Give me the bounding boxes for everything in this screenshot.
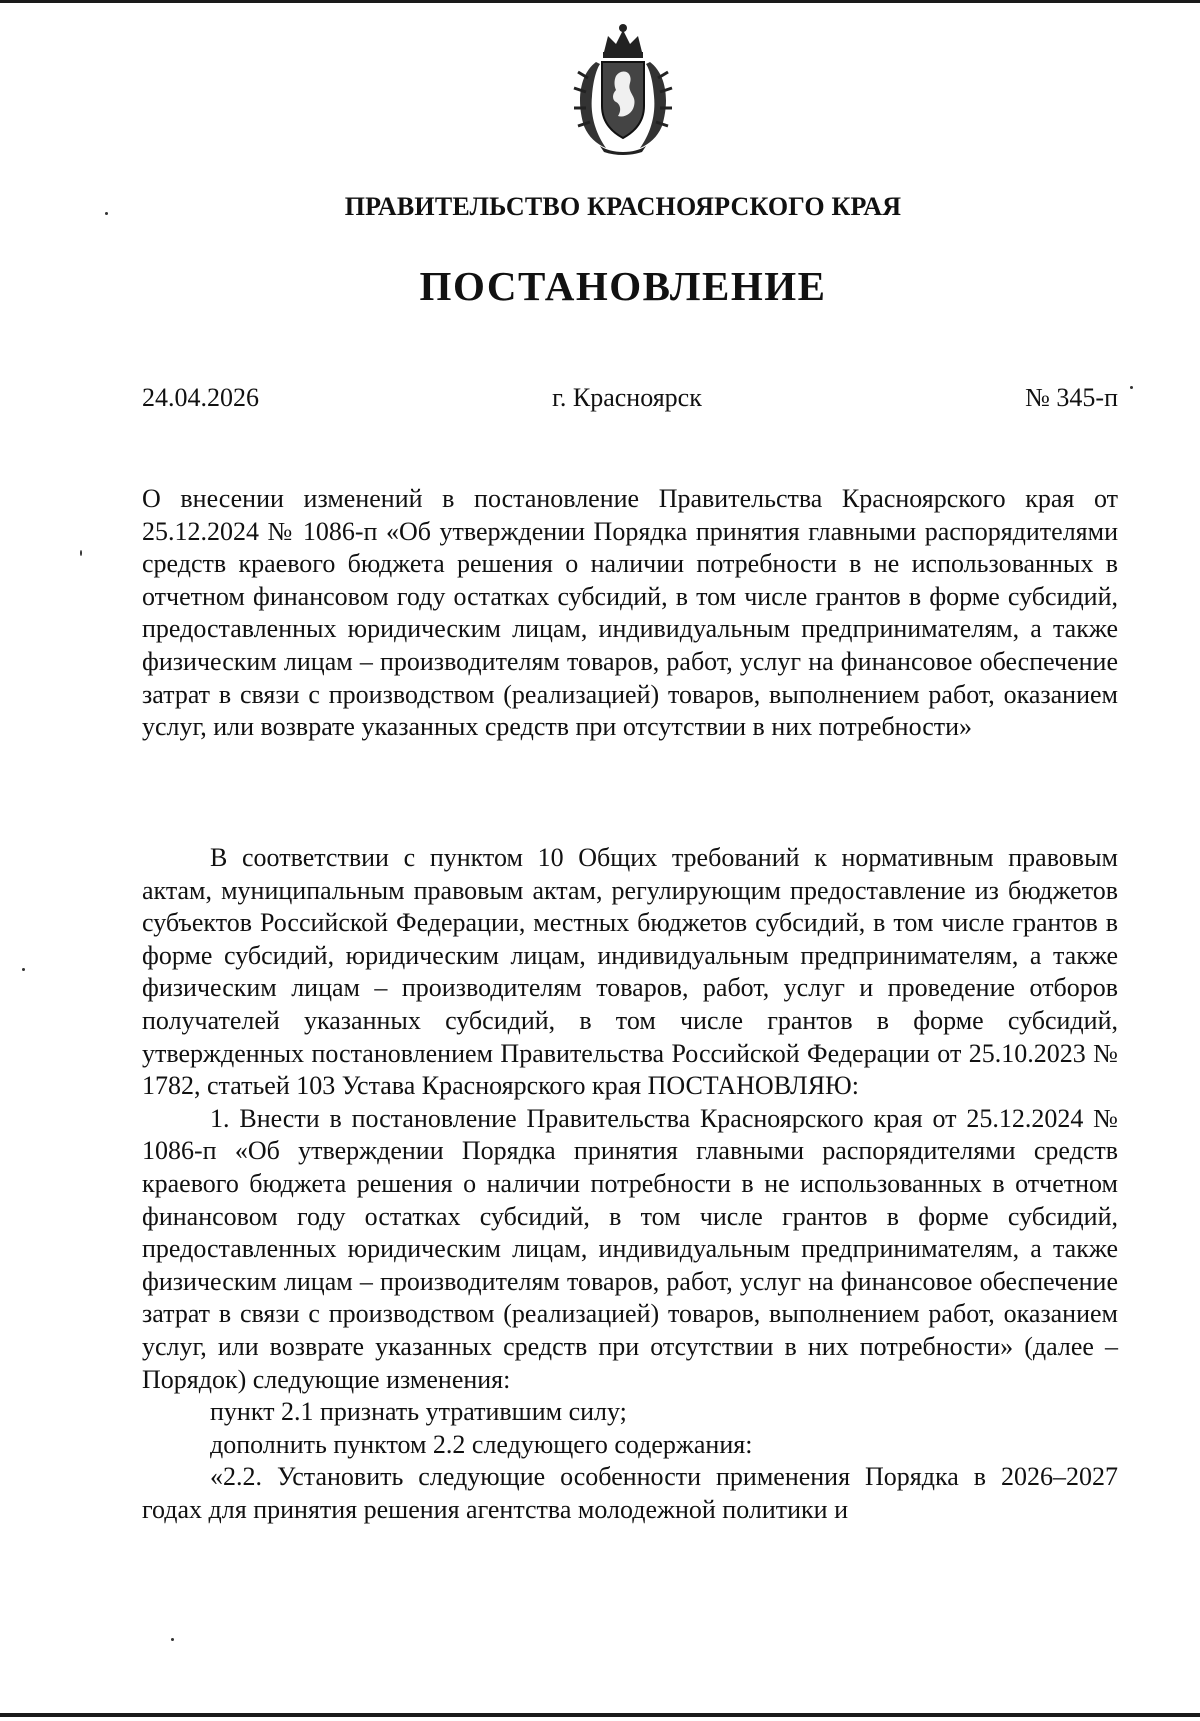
- scan-speck: [80, 550, 82, 556]
- document-city: г. Красноярск: [552, 383, 702, 412]
- scan-speck: [171, 1638, 174, 1641]
- document-type-heading: ПОСТАНОВЛЕНИЕ: [419, 263, 827, 309]
- document-number: № 345-п: [1025, 383, 1118, 412]
- amendment-paragraph: дополнить пунктом 2.2 следующего содержания:: [210, 1429, 753, 1459]
- resolution-body: [142, 842, 1118, 1526]
- scan-speck: [22, 968, 25, 971]
- document-date: 24.04.2026: [142, 383, 259, 412]
- scan-bottom-border: [0, 1713, 1200, 1717]
- preamble-paragraph: В соответствии с пунктом 10 Общих требований к нормативным правовым актам, муниципальным правовым актам, регулирующим предоставление из бюджетов субъектов Российской Федерации, местных бюджетов субсидий, в том числе грантов в форме субсидий, юридическим лицам, индивидуальным предпринимателям, а также физическим лицам – производителям товаров, работ, услуг и проведение отборов получателей указанных субсидий, в том числе грантов в форме субсидий, утвержденных постановлением Правительства Российской Федерации от 25.10.2023 № 1782, статьей 103 Устава Красноярского края ПОСТАНОВЛЯЮ:: [142, 843, 1118, 1101]
- resolution-title: О внесении изменений в постановление Правительства Красноярского края от 25.12.2024 № 1086-п «Об утверждении Порядка принятия главными распорядителями средств краевого бюджета решения о наличии потребности в не использованных в отчетном финансовом году остатках субсидий, в том числе грантов в форме субсидий, предоставленных юридическим лицам, индивидуальным предпринимателям, а также физическим лицам – производителям товаров, работ, услуг на финансовое обеспечение затрат в связи с производством (реализацией) товаров, выполнением работ, оказанием услуг, или возврате указанных средств при отсутствии в них потребности»: [142, 484, 1118, 742]
- amendment-paragraph: пункт 2.1 признать утратившим силу;: [210, 1397, 627, 1427]
- scan-speck: [1130, 386, 1133, 389]
- scan-top-border: [0, 0, 1200, 3]
- clause-1-paragraph: 1. Внести в постановление Правительства Красноярского края от 25.12.2024 № 1086-п «Об утверждении Порядка принятия главными распорядителями средств краевого бюджета решения о наличии потребности в не использованных в отчетном финансовом году остатках субсидий, в том числе грантов в форме субсидий, предоставленных юридическим лицам, индивидуальным предпринимателям, а также физическим лицам – производителям товаров, работ, услуг на финансовое обеспечение затрат в связи с производством (реализацией) товаров, выполнением работ, оказанием услуг, или возврате указанных средств при отсутствии в них потребности» (далее – Порядок) следующие изменения:: [142, 1103, 1118, 1394]
- amendment-paragraph: «2.2. Установить следующие особенности применения Порядка в 2026–2027 годах для принятия решения агентства молодежной политики и: [142, 1462, 1118, 1524]
- government-name: ПРАВИТЕЛЬСТВО КРАСНОЯРСКОГО КРАЯ: [344, 192, 902, 221]
- scan-speck: [105, 212, 108, 215]
- coat-of-arms-icon: [566, 22, 680, 156]
- coat-of-arms-emblem: [566, 22, 680, 156]
